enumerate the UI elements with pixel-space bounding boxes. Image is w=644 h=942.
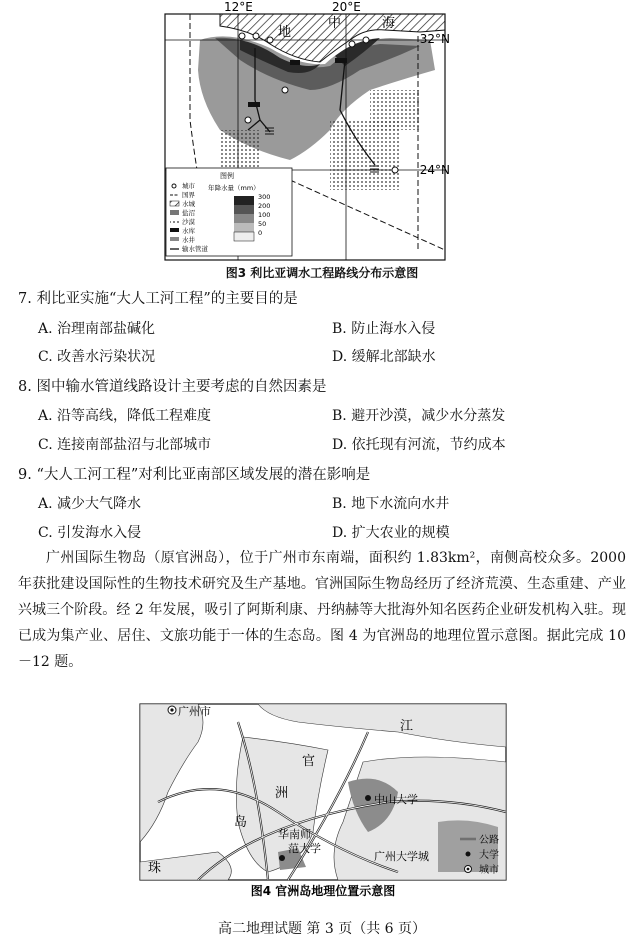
q8-option-a: A. 沿等高线，降低工程难度 bbox=[38, 408, 212, 424]
q7-option-c: C. 改善水污染状况 bbox=[38, 349, 156, 365]
univ-city: 广州大学城 bbox=[374, 850, 429, 863]
univ-zhongshan: 中山大学 bbox=[374, 793, 418, 806]
q9-option-d: D. 扩大农业的规模 bbox=[332, 525, 450, 541]
univ-huanan-2: 范大学 bbox=[288, 842, 321, 855]
lon-12e: 12°E bbox=[224, 0, 253, 14]
legend-waters: 水城 bbox=[182, 200, 195, 208]
lat-32n: 32°N bbox=[419, 32, 450, 46]
map2-city: 广州市 bbox=[178, 705, 211, 718]
map2-island-char-3: 岛 bbox=[234, 815, 248, 830]
rain-0: 0 bbox=[258, 229, 263, 237]
figure3-caption: 图3 利比亚调水工程路线分布示意图 bbox=[225, 266, 419, 280]
libya-water-map bbox=[160, 0, 450, 262]
q8-option-b: B. 避开沙漠，减少水分蒸发 bbox=[332, 408, 506, 424]
q7-stem: 7. 利比亚实施“大人工河工程”的主要目的是 bbox=[18, 291, 298, 307]
legend-pipeline: 输水管道 bbox=[182, 245, 208, 253]
q8-option-c: C. 连接南部盐沼与北部城市 bbox=[38, 437, 212, 453]
rain-100: 100 bbox=[258, 211, 271, 219]
legend-road: 公路 bbox=[479, 835, 499, 846]
legend-reservoir: 水库 bbox=[182, 227, 195, 235]
sea-char-3: 海 bbox=[382, 16, 396, 31]
map2-island-char-1: 官 bbox=[302, 754, 316, 769]
q9-option-c: C. 引发海水入侵 bbox=[38, 525, 142, 541]
q7-option-d: D. 缓解北部缺水 bbox=[332, 349, 436, 365]
q8-stem: 8. 图中输水管道线路设计主要考虑的自然因素是 bbox=[18, 379, 327, 395]
legend-title: 图例 bbox=[220, 172, 234, 180]
sea-char-1: 地 bbox=[278, 25, 292, 40]
rain-50: 50 bbox=[258, 220, 267, 228]
legend-desert: 沙漠 bbox=[182, 218, 195, 226]
q7-option-b: B. 防止海水入侵 bbox=[332, 321, 436, 337]
map2-river-char: 江 bbox=[400, 719, 414, 734]
legend-salt-marsh: 盐沼 bbox=[182, 209, 195, 217]
map2-zhu-char: 珠 bbox=[148, 861, 162, 876]
q9-stem: 9. “大人工河工程”对利比亚南部区域发展的潜在影响是 bbox=[18, 467, 371, 483]
legend-city: 城市 bbox=[182, 182, 195, 190]
page-footer: 高二地理试题 第 3 页（共 6 页） bbox=[217, 921, 427, 937]
q9-option-a: A. 减少大气降水 bbox=[38, 496, 142, 512]
legend-border: 国界 bbox=[182, 191, 195, 199]
lon-20e: 20°E bbox=[332, 0, 361, 14]
legend-university: 大学 bbox=[479, 850, 499, 861]
q9-option-b: B. 地下水流向水井 bbox=[332, 496, 450, 512]
univ-huanan-1: 华南师 bbox=[278, 828, 311, 841]
legend-city: 城市 bbox=[479, 865, 499, 876]
lat-24n: 24°N bbox=[419, 163, 450, 177]
passage-text: 广州国际生物岛（原官洲岛），位于广州市东南端，面积约 1.83km²，南侧高校众多。2000 年获批建设国际性的生物技术研究及生产基地。官洲国际生物岛经历了经济荒漠、生态重建、产业兴城三个阶段。经 2 年发展，吸引了阿斯利康、丹纳赫等大批海外知名医药企业研发机构入驻。现已成为集产业、居住、文旅功能于一体的生态岛。图 4 为官洲岛的地理位置示意图。据此完成 10 －12 题。 bbox=[18, 550, 626, 670]
legend-well: 水井 bbox=[182, 236, 195, 244]
rain-title: 年降水量（mm） bbox=[208, 184, 260, 192]
q7-option-a: A. 治理南部盐碱化 bbox=[38, 321, 156, 337]
guanzhou-island-map bbox=[138, 702, 508, 900]
q8-option-d: D. 依托现有河流，节约成本 bbox=[332, 437, 506, 453]
sea-char-2: 中 bbox=[328, 16, 342, 31]
rain-200: 200 bbox=[258, 202, 271, 210]
figure4-caption: 图4 官洲岛地理位置示意图 bbox=[250, 884, 396, 898]
map2-island-char-2: 洲 bbox=[275, 786, 289, 801]
rain-300: 300 bbox=[258, 193, 271, 201]
